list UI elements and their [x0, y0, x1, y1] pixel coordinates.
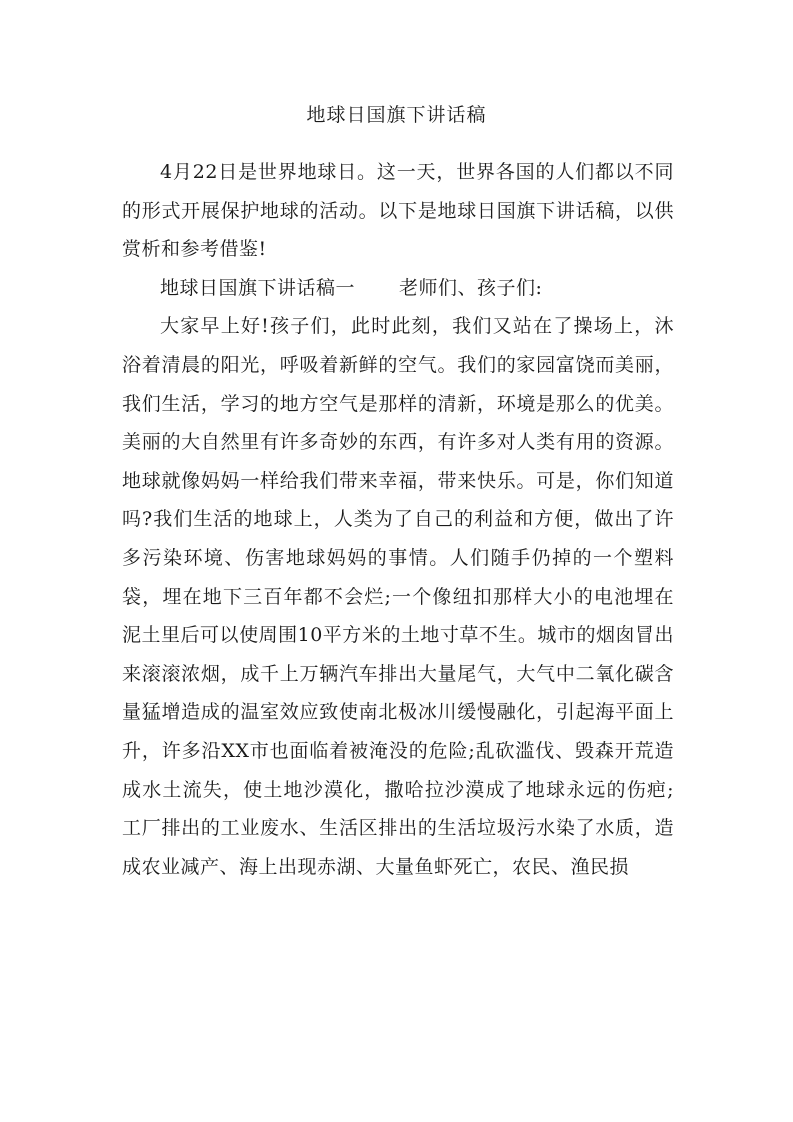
document-title: 地球日国旗下讲话稿 — [306, 104, 487, 126]
speech-paragraph: 大家早上好!孩子们，此时此刻，我们又站在了操场上，沐浴着清晨的阳光，呼吸着新鲜的空气。我们的家园富饶而美丽，我们生活，学习的地方空气是那样的清新，环境是那么的优美。美丽的大自然里有许多奇妙的东西，有许多对人类有用的资源。地球就像妈妈一样给我们带来幸福，带来快乐。可是，你们知道吗?我们生活的地球上，人类为了自己的利益和方便，做出了许多污染环境、伤害地球妈妈的事情。人们随手仍掉的一个塑料袋，埋在地下三百年都不会烂;一个像纽扣那样大小的电池埋在泥土里后可以使周围10平方米的土地寸草不生。城市的烟囱冒出来滚滚浓烟，成千上万辆汽车排出大量尾气，大气中二氧化碳含量猛增造成的温室效应致使南北极冰川缓慢融化，引起海平面上升，许多沿XX市也面临着被淹没的危险;乱砍滥伐、毁森开荒造成水土流失，使土地沙漠化，撒哈拉沙漠成了地球永远的伤疤;工厂排出的工业废水、生活区排出的生活垃圾污水染了水质，造成农业减产、海上出现赤湖、大量鱼虾死亡，农民、渔民损 — [122, 315, 674, 878]
document-body — [122, 153, 674, 886]
section-heading-line — [122, 269, 674, 308]
salutation: 老师们、孩子们: — [399, 276, 543, 299]
section-heading: 地球日国旗下讲话稿一 — [160, 276, 356, 299]
intro-paragraph: 4月22日是世界地球日。这一天，世界各国的人们都以不同的形式开展保护地球的活动。以下是地球日国旗下讲话稿，以供赏析和参考借鉴! — [122, 161, 674, 261]
